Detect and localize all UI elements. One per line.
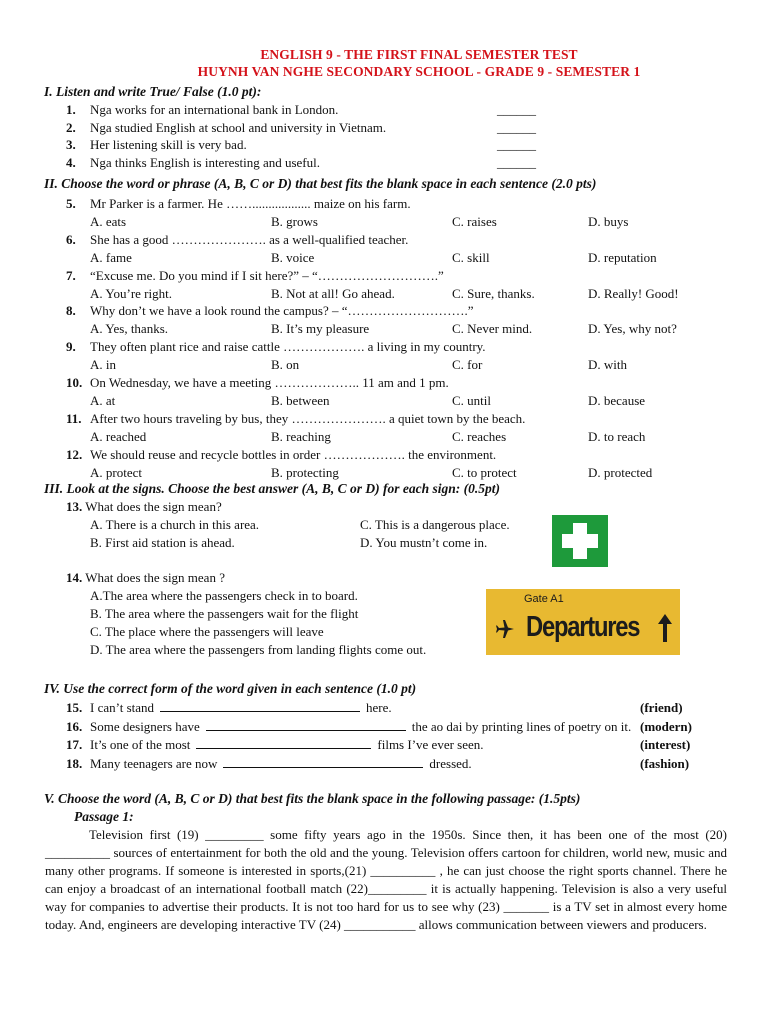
option-c: C. to protect	[452, 464, 517, 480]
question-text: Nga studied English at school and university in Vietnam.	[90, 119, 387, 135]
question-number: 18.	[66, 755, 83, 771]
question-text: Nga works for an international bank in London.	[90, 102, 339, 117]
option-a: A. eats	[90, 214, 127, 229]
option-c: C. until	[452, 393, 492, 408]
first-aid-cross-icon	[552, 515, 608, 567]
option-13-b: B. First aid station is ahead.	[90, 535, 235, 550]
answer-blank	[223, 755, 423, 768]
option-d: D. Yes, why not?	[588, 321, 677, 337]
section-2-heading: II. Choose the word or phrase (A, B, C or D) that best fits the blank space in each sentence (2.0 pts)	[44, 176, 597, 191]
option-14-d: D. The area where the passengers from landing flights come out.	[90, 642, 427, 657]
question-text: After two hours traveling by bus, they …………………. a quiet town by the beach.	[90, 410, 526, 426]
option-b: B. Not at all! Go ahead.	[271, 285, 395, 301]
option-a: A. fame	[90, 249, 132, 265]
mc-question	[66, 302, 474, 319]
departures-sign	[486, 589, 680, 655]
sentence-start: Some designers have	[90, 718, 200, 734]
sentence-end: the ao dai by printing lines of poetry on it.	[411, 718, 632, 734]
question-number: 16.	[66, 718, 83, 734]
answer-blank	[196, 736, 371, 749]
sentence-end: here.	[366, 700, 392, 715]
option-a: A. reached	[90, 428, 147, 444]
question-text: What does the sign mean ?	[85, 570, 225, 585]
word-form-item	[66, 736, 484, 753]
mc-question	[66, 374, 449, 391]
option-a: A. at	[90, 393, 116, 408]
option-13-d: D. You mustn’t come in.	[360, 535, 488, 550]
sign-gate-label: Gate A1	[524, 593, 564, 605]
given-word: (modern)	[640, 718, 692, 734]
question-number: 9.	[66, 339, 76, 355]
question-text: She has a good …………………. as a well-qualified teacher.	[90, 231, 409, 247]
question-number: 7.	[66, 267, 76, 283]
school-title: HUYNH VAN NGHE SECONDARY SCHOOL - GRADE 9 - SEMESTER 1	[197, 64, 641, 79]
sign-departures-word: Departures	[526, 611, 640, 643]
sentence-start: I can’t stand	[90, 700, 155, 715]
question-text: Why don’t we have a look round the campus? – “……………………….”	[90, 303, 474, 319]
true-false-item	[66, 154, 320, 171]
option-b: B. on	[271, 357, 300, 373]
answer-blank	[206, 718, 406, 731]
section-5-heading: V. Choose the word (A, B, C or D) that best fits the blank space in the following passage: (1.5pts)	[44, 791, 581, 806]
option-c: C. raises	[452, 214, 497, 229]
option-a: A. in	[90, 357, 116, 373]
mc-question	[66, 195, 411, 212]
answer-blank: ______	[497, 119, 536, 135]
given-word: (friend)	[640, 700, 683, 715]
option-c: C. reaches	[452, 428, 507, 444]
question-text: On Wednesday, we have a meeting ……………….. 11 am and 1 pm.	[90, 375, 449, 390]
answer-blank: ______	[497, 102, 536, 117]
option-b: B. voice	[271, 249, 315, 265]
question-number: 8.	[66, 303, 76, 319]
option-14-a: A.The area where the passengers check in to board.	[90, 588, 358, 603]
option-b: B. grows	[271, 214, 318, 229]
question-number: 6.	[66, 231, 76, 247]
given-word: (interest)	[640, 737, 691, 752]
sentence-start: It’s one of the most	[90, 737, 191, 752]
question-text: Her listening skill is very bad.	[90, 137, 247, 152]
question-13	[66, 498, 222, 515]
question-number: 12.	[66, 446, 83, 462]
word-form-item	[66, 699, 392, 716]
question-number: 14.	[66, 570, 83, 585]
true-false-item	[66, 119, 386, 136]
option-14-b: B. The area where the passengers wait for the flight	[90, 606, 359, 621]
option-d: D. to reach	[588, 428, 646, 444]
passage-text	[45, 826, 727, 934]
question-text: We should reuse and recycle bottles in order ………………. the environment.	[90, 446, 497, 462]
option-13-c: C. This is a dangerous place.	[360, 517, 510, 532]
option-a: A. protect	[90, 464, 142, 480]
mc-question	[66, 446, 496, 463]
sentence-start: Many teenagers are now	[90, 755, 218, 771]
section-4-heading: IV. Use the correct form of the word given in each sentence (1.0 pt)	[44, 681, 417, 696]
mc-question	[66, 267, 444, 284]
arrow-up-icon	[658, 614, 672, 642]
question-number: 5.	[66, 196, 76, 211]
option-d: D. because	[588, 393, 646, 408]
option-14-c: C. The place where the passengers will leave	[90, 624, 324, 639]
passage-paragraph: Television first (19) _________ some fifty years ago in the 1950s. Since then, it has been one of the most (20) __________ sources of entertainment for both the old and the young. Television offers cartoon for children, world new, music and many other programs. If someone is interested in sports,(21) __________ , he can just choose the right sports channel. There he can enjoy a broadcast of an international football match (22)_________ it is actually happening. Television is also a very useful way for companies to advertise their products. It is not too hard for us to see why (23) _______ is a TV set in almost every home today. And, engineers are developing interactive TV (24) ___________ allows communication between viewers and producers.	[45, 827, 727, 932]
question-text: “Excuse me. Do you mind if I sit here?” – “……………………….”	[90, 267, 444, 283]
given-word: (fashion)	[640, 755, 690, 771]
option-d: D. buys	[588, 214, 629, 229]
question-text: What does the sign mean?	[85, 499, 222, 514]
option-d: D. Really! Good!	[588, 285, 679, 301]
question-number: 15.	[66, 700, 83, 715]
option-13-a: A. There is a church in this area.	[90, 517, 260, 532]
sentence-end: dressed.	[429, 755, 472, 771]
option-d: D. reputation	[588, 249, 657, 265]
airplane-icon	[495, 619, 515, 639]
true-false-item	[66, 101, 338, 118]
option-c: C. for	[452, 357, 483, 373]
question-number: 2.	[66, 119, 76, 135]
section-1-heading: I. Listen and write True/ False (1.0 pt):	[44, 84, 262, 99]
option-a: A. You’re right.	[90, 285, 172, 301]
answer-blank: ______	[497, 154, 536, 170]
option-c: C. Sure, thanks.	[452, 285, 535, 301]
option-c: C. Never mind.	[452, 321, 533, 337]
mc-question	[66, 231, 408, 248]
answer-blank	[160, 699, 360, 712]
question-14	[66, 569, 225, 586]
exam-title: ENGLISH 9 - THE FIRST FINAL SEMESTER TEST	[260, 47, 578, 62]
option-c: C. skill	[452, 249, 490, 265]
question-number: 3.	[66, 137, 76, 152]
option-d: D. protected	[588, 464, 653, 480]
true-false-item	[66, 136, 247, 153]
question-text: They often plant rice and raise cattle ………………. a living in my country.	[90, 339, 486, 355]
word-form-item	[66, 718, 631, 735]
question-number: 17.	[66, 737, 83, 752]
mc-question	[66, 410, 525, 427]
word-form-item	[66, 755, 472, 772]
mc-question	[66, 338, 486, 355]
option-d: D. with	[588, 357, 627, 373]
option-a: A. Yes, thanks.	[90, 321, 169, 337]
question-text: Mr Parker is a farmer. He …….................. maize on his farm.	[90, 196, 411, 211]
option-b: B. between	[271, 393, 330, 408]
option-b: B. protecting	[271, 464, 339, 480]
answer-blank: ______	[497, 137, 536, 152]
question-text: Nga thinks English is interesting and useful.	[90, 154, 321, 170]
option-b: B. It’s my pleasure	[271, 321, 370, 337]
section-3-heading: III. Look at the signs. Choose the best answer (A, B, C or D) for each sign: (0.5pt)	[44, 481, 501, 496]
question-number: 13.	[66, 499, 83, 514]
question-number: 10.	[66, 375, 83, 390]
option-b: B. reaching	[271, 428, 331, 444]
passage-label: Passage 1:	[74, 809, 134, 824]
question-number: 4.	[66, 154, 76, 170]
question-number: 11.	[66, 410, 82, 426]
question-number: 1.	[66, 102, 76, 117]
sentence-end: films I’ve ever seen.	[377, 737, 484, 752]
